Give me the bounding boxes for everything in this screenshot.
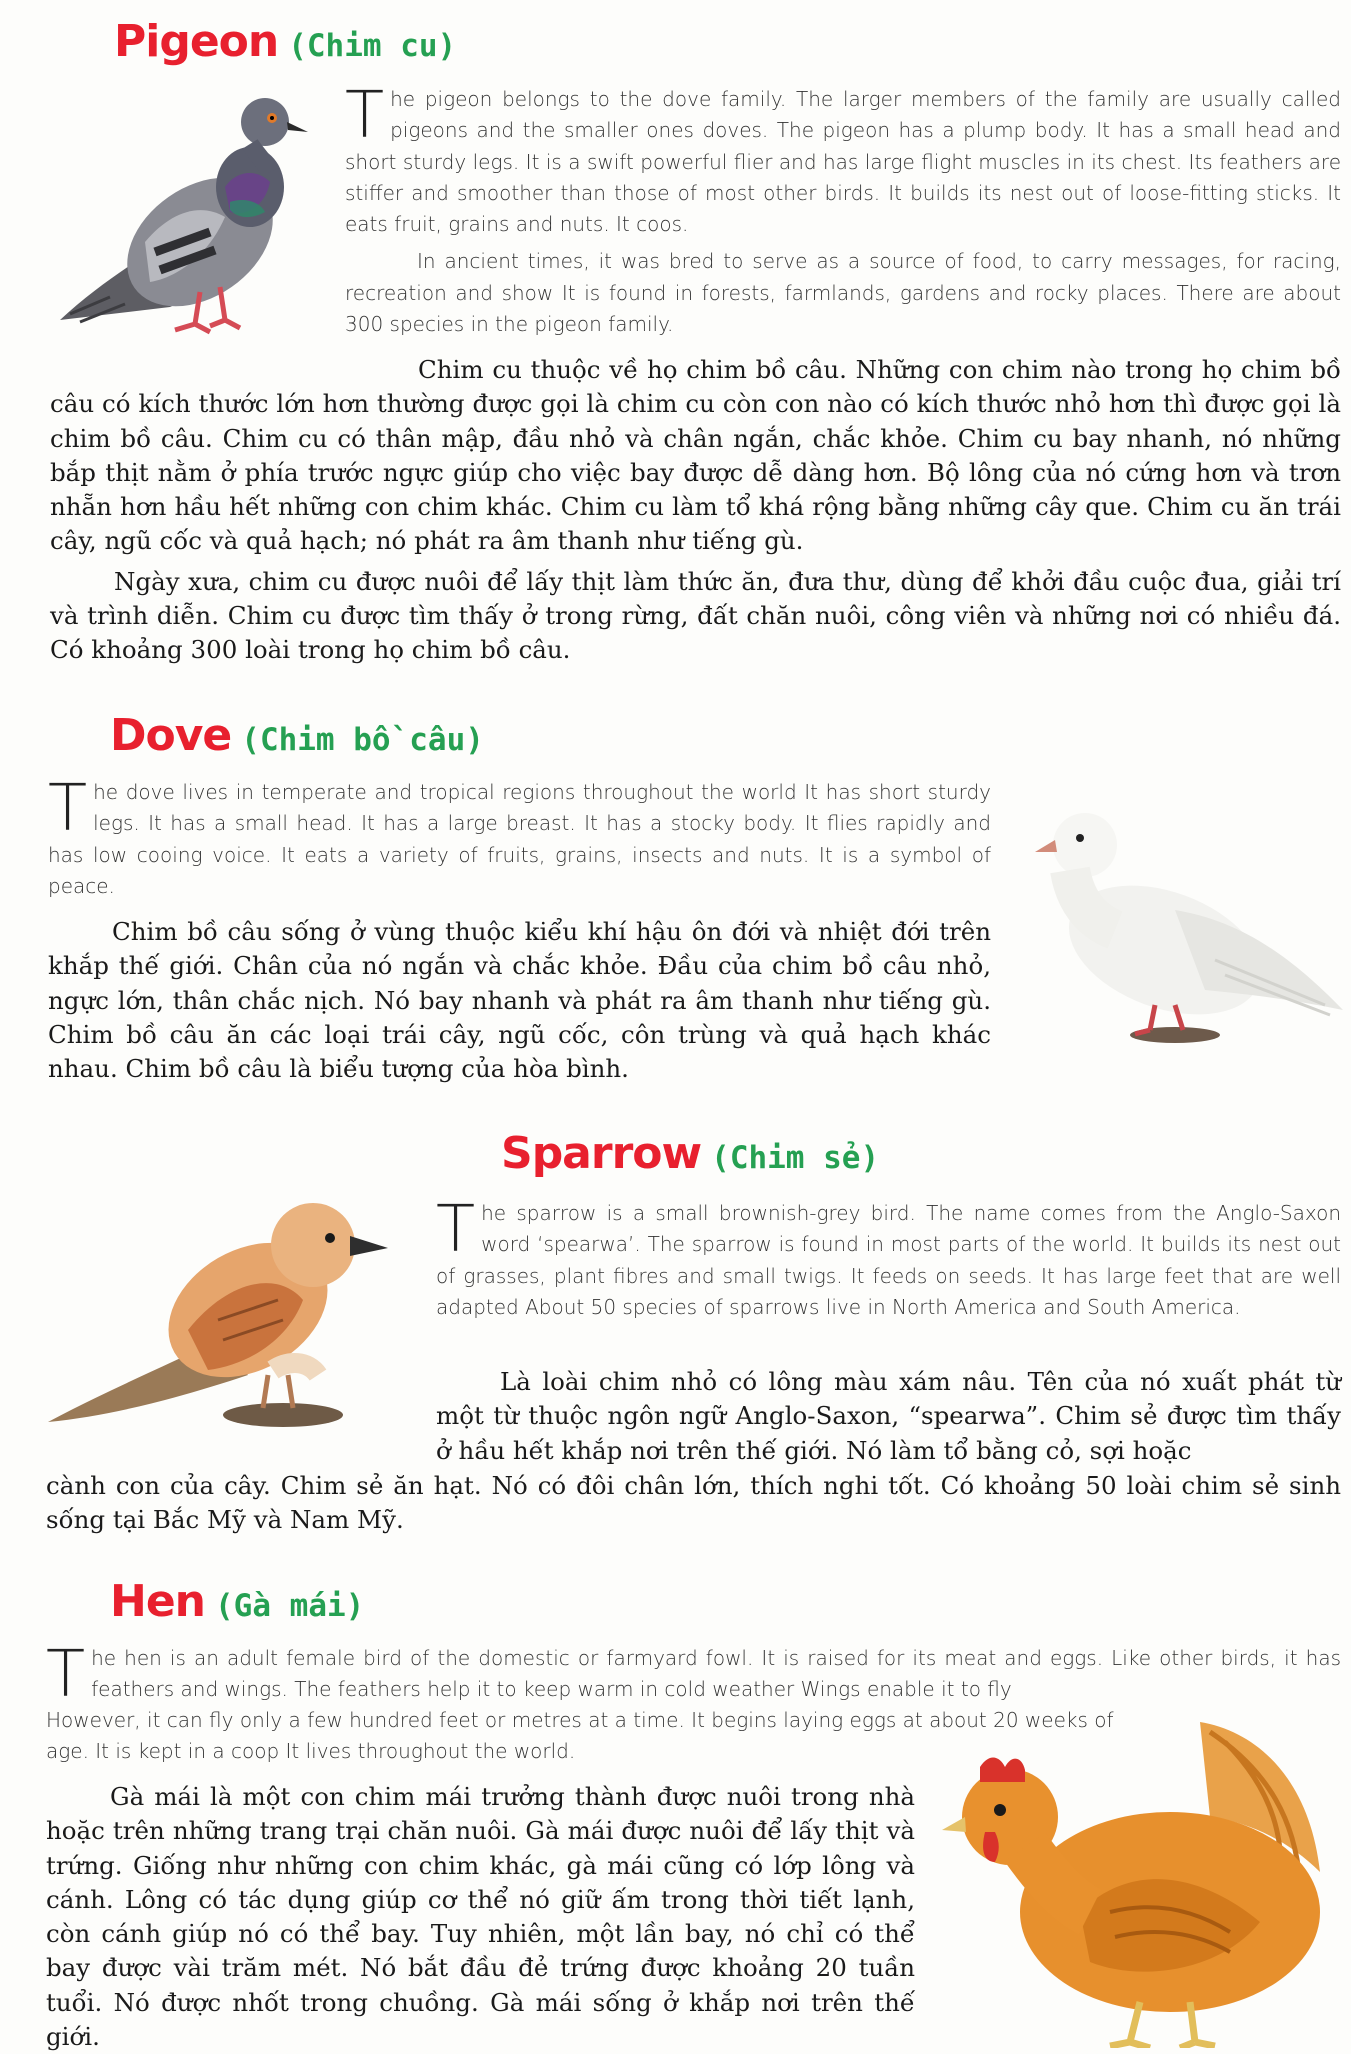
sparrow-vietnamese-paragraph-1b: cành con của cây. Chim sẻ ăn hạt. Nó có đôi chân lớn, thích nghi tốt. Có khoảng 50 loài chim sẻ sinh sống tại Bắc Mỹ và Nam Mỹ. xyxy=(46,1471,1341,1535)
hen-vietnamese-text xyxy=(46,1780,915,2054)
dove-dropcap: T xyxy=(48,772,88,846)
sparrow-title-en: Sparrow xyxy=(501,1128,702,1179)
dove-english-paragraph-1-text: he dove lives in temperate and tropical regions throughout the world It has short sturdy legs. It has a small head. It has a large breast. It has a stocky body. It flies rapidly and has low cooing voice. It eats a variety of fruits, grains, insects and nuts. It is a symbol of peace. xyxy=(48,780,991,898)
hen-title-en: Hen xyxy=(110,1576,205,1627)
hen-english-paragraph-2: However, it can fly only a few hundred feet or metres at a time. It begins laying eggs at about 20 weeks of age. It is kept in a coop It lives throughout the world. xyxy=(46,1708,1114,1764)
sparrow-dropcap: T xyxy=(436,1193,476,1267)
pigeon-title xyxy=(114,16,456,67)
pigeon-dropcap: T xyxy=(345,79,385,153)
sparrow-image xyxy=(48,1160,398,1430)
sparrow-vietnamese-paragraph-1a: Là loài chim nhỏ có lông màu xám nâu. Tên của nó xuất phát từ một từ thuộc ngôn ngữ Anglo-Saxon, “spearwa”. Chim sẻ được tìm thấy ở hầu hết khắp nơi trên thế giới. Nó làm tổ bằng cỏ, sợi hoặc xyxy=(436,1367,1341,1465)
hen-english-paragraph-1 xyxy=(46,1638,1341,1712)
pigeon-english-paragraph-2: In ancient times, it was bred to serve as a source of food, to carry messages, for racing, recreation and show It is found in forests, farmlands, gardens and rocky places. There are about 300 species in the pigeon family. xyxy=(345,249,1341,337)
pigeon-english-text xyxy=(345,79,1341,340)
dove-title xyxy=(110,710,484,761)
dove-english-paragraph-1 xyxy=(48,772,991,902)
dove-title-vi: (Chim bồ câu) xyxy=(241,722,484,758)
hen-title-vi: (Gà mái) xyxy=(215,1588,365,1624)
sparrow-vietnamese-text-b xyxy=(46,1469,1341,1538)
pigeon-image xyxy=(50,92,320,342)
pigeon-vietnamese-text xyxy=(50,353,1341,668)
dove-vietnamese-paragraph-1: Chim bồ câu sống ở vùng thuộc kiểu khí hậu ôn đới và nhiệt đới trên khắp thế giới. Chân của nó ngắn và chắc khỏe. Đầu của chim bồ câu nhỏ, ngực lớn, thân chắc nịch. Nó bay nhanh và phát ra âm thanh như tiếng gù. Chim bồ câu ăn các loại trái cây, ngũ cốc, côn trùng và quả hạch khác nhau. Chim bồ câu là biểu tượng của hòa bình. xyxy=(48,917,991,1084)
sparrow-english-paragraph-1-text: he sparrow is a small brownish-grey bird. The name comes from the Anglo-Saxon word ‘spearwa’. The sparrow is found in most parts of the world. It builds its nest out of grasses, plant fibres and small twigs. It feeds on seeds. It has large feet that are well adapted About 50 species of sparrows live in North America and South America. xyxy=(436,1201,1341,1319)
hen-english-text xyxy=(46,1638,1341,1712)
sparrow-title-vi: (Chim sẻ) xyxy=(711,1140,880,1176)
pigeon-title-en: Pigeon xyxy=(114,16,279,67)
hen-title xyxy=(110,1576,364,1627)
sparrow-vietnamese-text-a xyxy=(436,1365,1341,1468)
sparrow-title xyxy=(501,1128,879,1179)
hen-dropcap: T xyxy=(46,1638,86,1712)
hen-image xyxy=(940,1712,1345,2048)
hen-english-paragraph-1-text: he hen is an adult female bird of the domestic or farmyard fowl. It is raised for its meat and eggs. Like other birds, it has feathers and wings. The feathers help it to keep warm in cold weather Wings enable it to fly xyxy=(91,1646,1341,1702)
dove-title-en: Dove xyxy=(110,710,232,761)
dove-vietnamese-text xyxy=(48,915,991,1086)
pigeon-vietnamese-paragraph-2: Ngày xưa, chim cu được nuôi để lấy thịt làm thức ăn, đưa thư, dùng để khởi đầu cuộc đua, giải trí và trình diễn. Chim cu được tìm thấy ở trong rừng, đất chăn nuôi, công viên và những nơi có nhiều đá. Có khoảng 300 loài trong họ chim bồ câu. xyxy=(50,566,1341,665)
pigeon-title-vi: (Chim cu) xyxy=(288,28,457,64)
sparrow-english-text xyxy=(436,1193,1341,1323)
dove-image xyxy=(1025,800,1345,1050)
pigeon-english-paragraph-1 xyxy=(345,79,1341,240)
dove-english-text xyxy=(48,772,991,902)
sparrow-english-paragraph-1 xyxy=(436,1193,1341,1323)
hen-vietnamese-paragraph-1: Gà mái là một con chim mái trưởng thành được nuôi trong nhà hoặc trên những trang trại chăn nuôi. Gà mái được nuôi để lấy thịt và trứng. Giống như những con chim khác, gà mái cũng có lớp lông và cánh. Lông có tác dụng giúp cơ thể nó giữ ấm trong thời tiết lạnh, còn cánh giúp nó có thể bay. Tuy nhiên, một lần bay, nó chỉ có thể bay được vài trăm mét. Nó bắt đầu đẻ trứng được khoảng 20 tuần tuổi. Nó được nhốt trong chuồng. Gà mái sống ở khắp nơi trên thế giới. xyxy=(46,1782,915,2052)
pigeon-vietnamese-paragraph-1: Chim cu thuộc về họ chim bồ câu. Những con chim nào trong họ chim bồ câu có kích thước lớn hơn thường được gọi là chim cu còn con nào có kích thước nhỏ hơn thì được gọi là chim bồ câu. Chim cu có thân mập, đầu nhỏ và chân ngắn, chắc khỏe. Chim cu bay nhanh, nó những bắp thịt nằm ở phía trước ngực giúp cho việc bay được dễ dàng hơn. Bộ lông của nó cứng hơn và trơn nhẵn hơn hầu hết những con chim khác. Chim cu làm tổ khá rộng bằng những cây que. Chim cu ăn trái cây, ngũ cốc và quả hạch; nó phát ra âm thanh như tiếng gù. xyxy=(50,355,1341,556)
pigeon-english-paragraph-1-text: he pigeon belongs to the dove family. The larger members of the family are usually called pigeons and the smaller ones doves. The pigeon has a plump body. It has a small head and short sturdy legs. It is a swift powerful flier and has large flight muscles in its chest. Its feathers are stiffer and smoother than those of most other birds. It builds its nest out of loose-fitting sticks. It eats fruit, grains and nuts. It coos. xyxy=(345,87,1341,237)
